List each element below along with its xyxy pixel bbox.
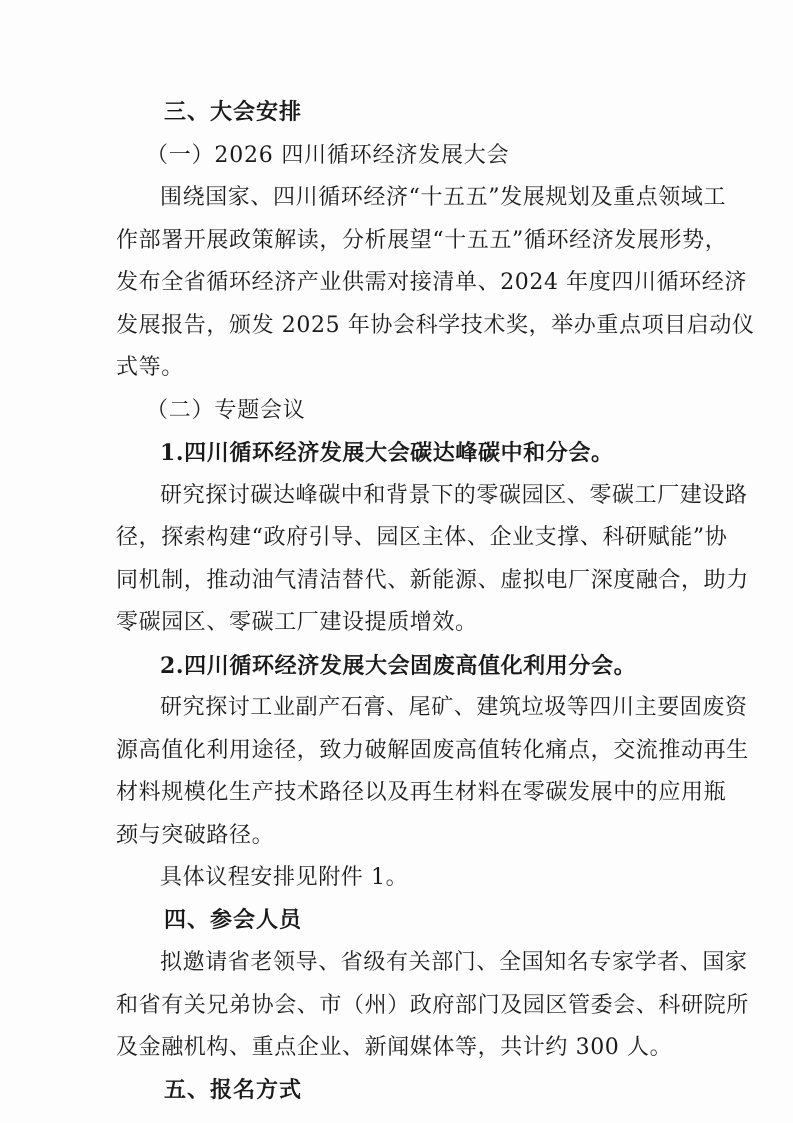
- item-1-paragraph: [116, 475, 749, 645]
- paragraph-line: 源高值化利用途径，致力破解固废高值转化痛点，交流推动再生: [116, 737, 749, 763]
- paragraph-line: 材料规模化生产技术路径以及再生材料在零碳发展中的应用瓶: [116, 780, 727, 805]
- paragraph-line: 式等。: [116, 355, 184, 380]
- item-2-title: 2.四川循环经济发展大会固废高值化利用分会。: [160, 652, 637, 679]
- paragraph-line: 发布全省循环经济产业供需对接清单、2024 年度四川循环经济: [116, 270, 747, 295]
- paragraph-line: 发展报告，颁发 2025 年协会科学技术奖，举办重点项目启动仪: [116, 312, 755, 338]
- paragraph-line: 拟邀请省老领导、省级有关部门、全国知名专家学者、国家: [160, 950, 748, 975]
- paragraph-line: 颈与突破路径。: [116, 822, 275, 848]
- paragraph-line: 及金融机构、重点企业、新闻媒体等，共计约 300 人。: [116, 1035, 673, 1060]
- paragraph-line: 围绕国家、四川循环经济“十五五”发展规划及重点领域工: [160, 185, 727, 210]
- paragraph-line: 和省有关兄弟协会、市（州）政府部门及园区管委会、科研院所: [116, 992, 749, 1018]
- paragraph-line: 作部署开展政策解读，分析展望“十五五”循环经济发展形势，: [116, 227, 728, 253]
- section-3-heading: 三、大会安排: [164, 100, 303, 125]
- section-5-heading: 五、报名方式: [164, 1077, 303, 1103]
- section-4-heading: 四、参会人员: [164, 907, 303, 933]
- paragraph-line: 同机制，推动油气清洁替代、新能源、虚拟电厂深度融合，助力: [116, 567, 749, 593]
- paragraph-line: 研究探讨工业副产石膏、尾矿、建筑垃圾等四川主要固废资: [160, 695, 748, 720]
- section-4-paragraph: [116, 942, 749, 1070]
- item-1-title: 1.四川循环经济发展大会碳达峰碳中和分会。: [160, 440, 614, 466]
- document-body: [116, 92, 755, 1112]
- subsection-1-heading: （一）2026 四川循环经济发展大会: [146, 142, 510, 168]
- schedule-note: 具体议程安排见附件 1。: [160, 865, 409, 890]
- subsection-1-paragraph: [116, 177, 755, 390]
- paragraph-line: 零碳园区、零碳工厂建设提质增效。: [116, 610, 478, 635]
- paragraph-line: 研究探讨碳达峰碳中和背景下的零碳园区、零碳工厂建设路: [160, 482, 748, 508]
- item-2-paragraph: [116, 687, 749, 857]
- subsection-2-heading: （二）专题会议: [146, 397, 306, 423]
- paragraph-line: 径，探索构建“政府引导、园区主体、企业支撑、科研赋能”协: [116, 525, 728, 550]
